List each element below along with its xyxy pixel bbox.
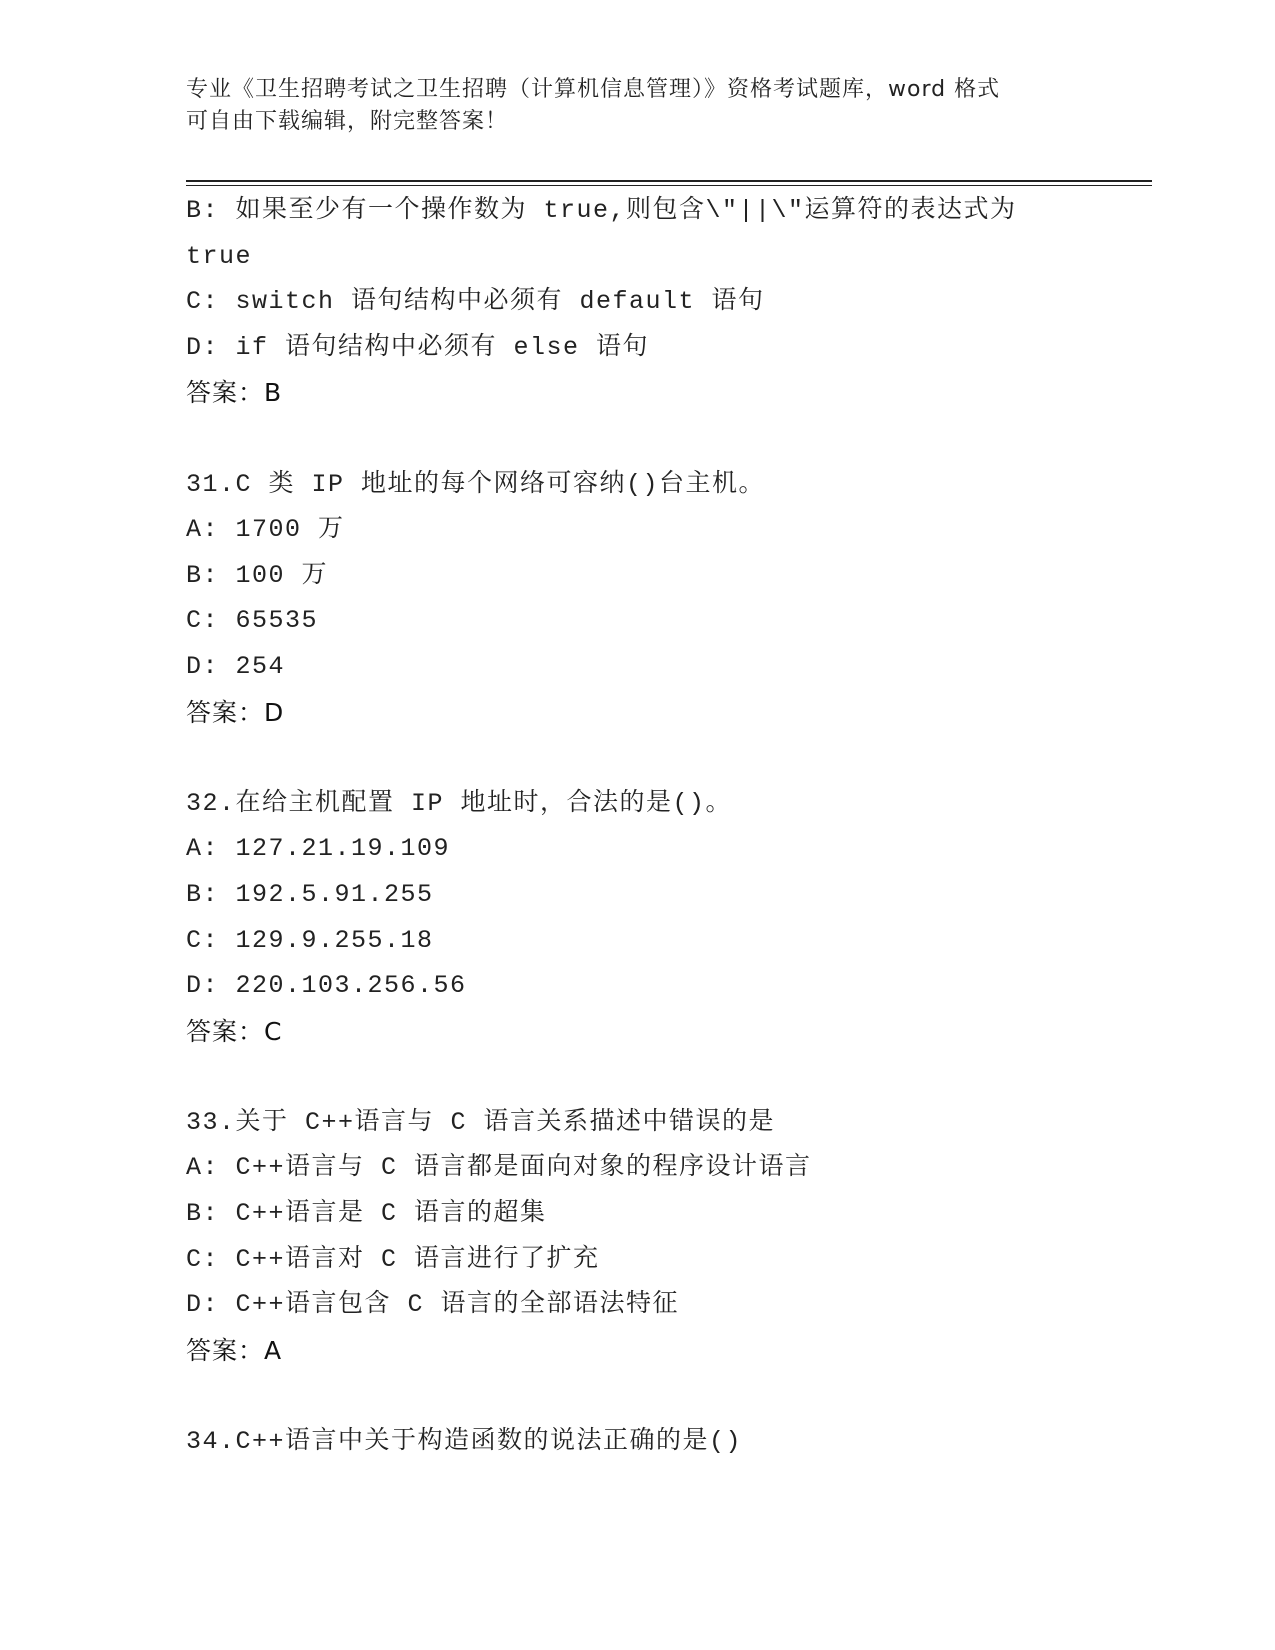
option-b: B: 192.5.91.255 [186,879,434,909]
option-d: D: 220.103.256.56 [186,971,467,1001]
header-line-1: 专业《卫生招聘考试之卫生招聘（计算机信息管理）》资格考试题库，word 格式 [186,77,1001,102]
question-list [186,188,1146,1465]
option-a: A: 1700 万 [186,515,345,545]
header-divider-thin [186,185,1152,186]
answer: 答案：D [186,697,285,727]
option-c: C: switch 语句结构中必须有 default 语句 [186,287,765,317]
option-b-continued: true [186,241,253,271]
answer: 答案：A [186,1335,283,1365]
spacer [186,735,1146,781]
option-a: A: C++语言与 C 语言都是面向对象的程序设计语言 [186,1153,812,1183]
question-stem: 34.C++语言中关于构造函数的说法正确的是() [186,1427,743,1457]
header-divider-thick [186,180,1152,182]
option-c: C: 65535 [186,606,319,636]
question-stem: 33.关于 C++语言与 C 语言关系描述中错误的是 [186,1107,776,1137]
question-30-continued [186,188,1146,416]
answer: 答案：B [186,378,283,408]
option-c: C: C++语言对 C 语言进行了扩充 [186,1244,600,1274]
spacer [186,1373,1146,1419]
option-b: B: C++语言是 C 语言的超集 [186,1199,547,1229]
question-stem: 31.C 类 IP 地址的每个网络可容纳()台主机。 [186,469,766,499]
option-b: B: 如果至少有一个操作数为 true,则包含\"||\"运算符的表达式为 [186,196,1017,225]
question-34 [186,1419,1146,1465]
option-d: D: if 语句结构中必须有 else 语句 [186,332,650,362]
question-33 [186,1100,1146,1374]
document-header [186,74,1086,138]
option-d: D: C++语言包含 C 语言的全部语法特征 [186,1290,680,1320]
question-stem: 32.在给主机配置 IP 地址时，合法的是()。 [186,788,733,818]
option-d: D: 254 [186,651,286,681]
header-line-2: 可自由下载编辑，附完整答案！ [186,109,509,134]
question-31 [186,462,1146,736]
answer: 答案：C [186,1016,283,1046]
spacer [186,416,1146,462]
option-a: A: 127.21.19.109 [186,834,451,864]
option-b: B: 100 万 [186,560,329,590]
spacer [186,1054,1146,1100]
option-c: C: 129.9.255.18 [186,925,434,955]
question-32 [186,781,1146,1055]
